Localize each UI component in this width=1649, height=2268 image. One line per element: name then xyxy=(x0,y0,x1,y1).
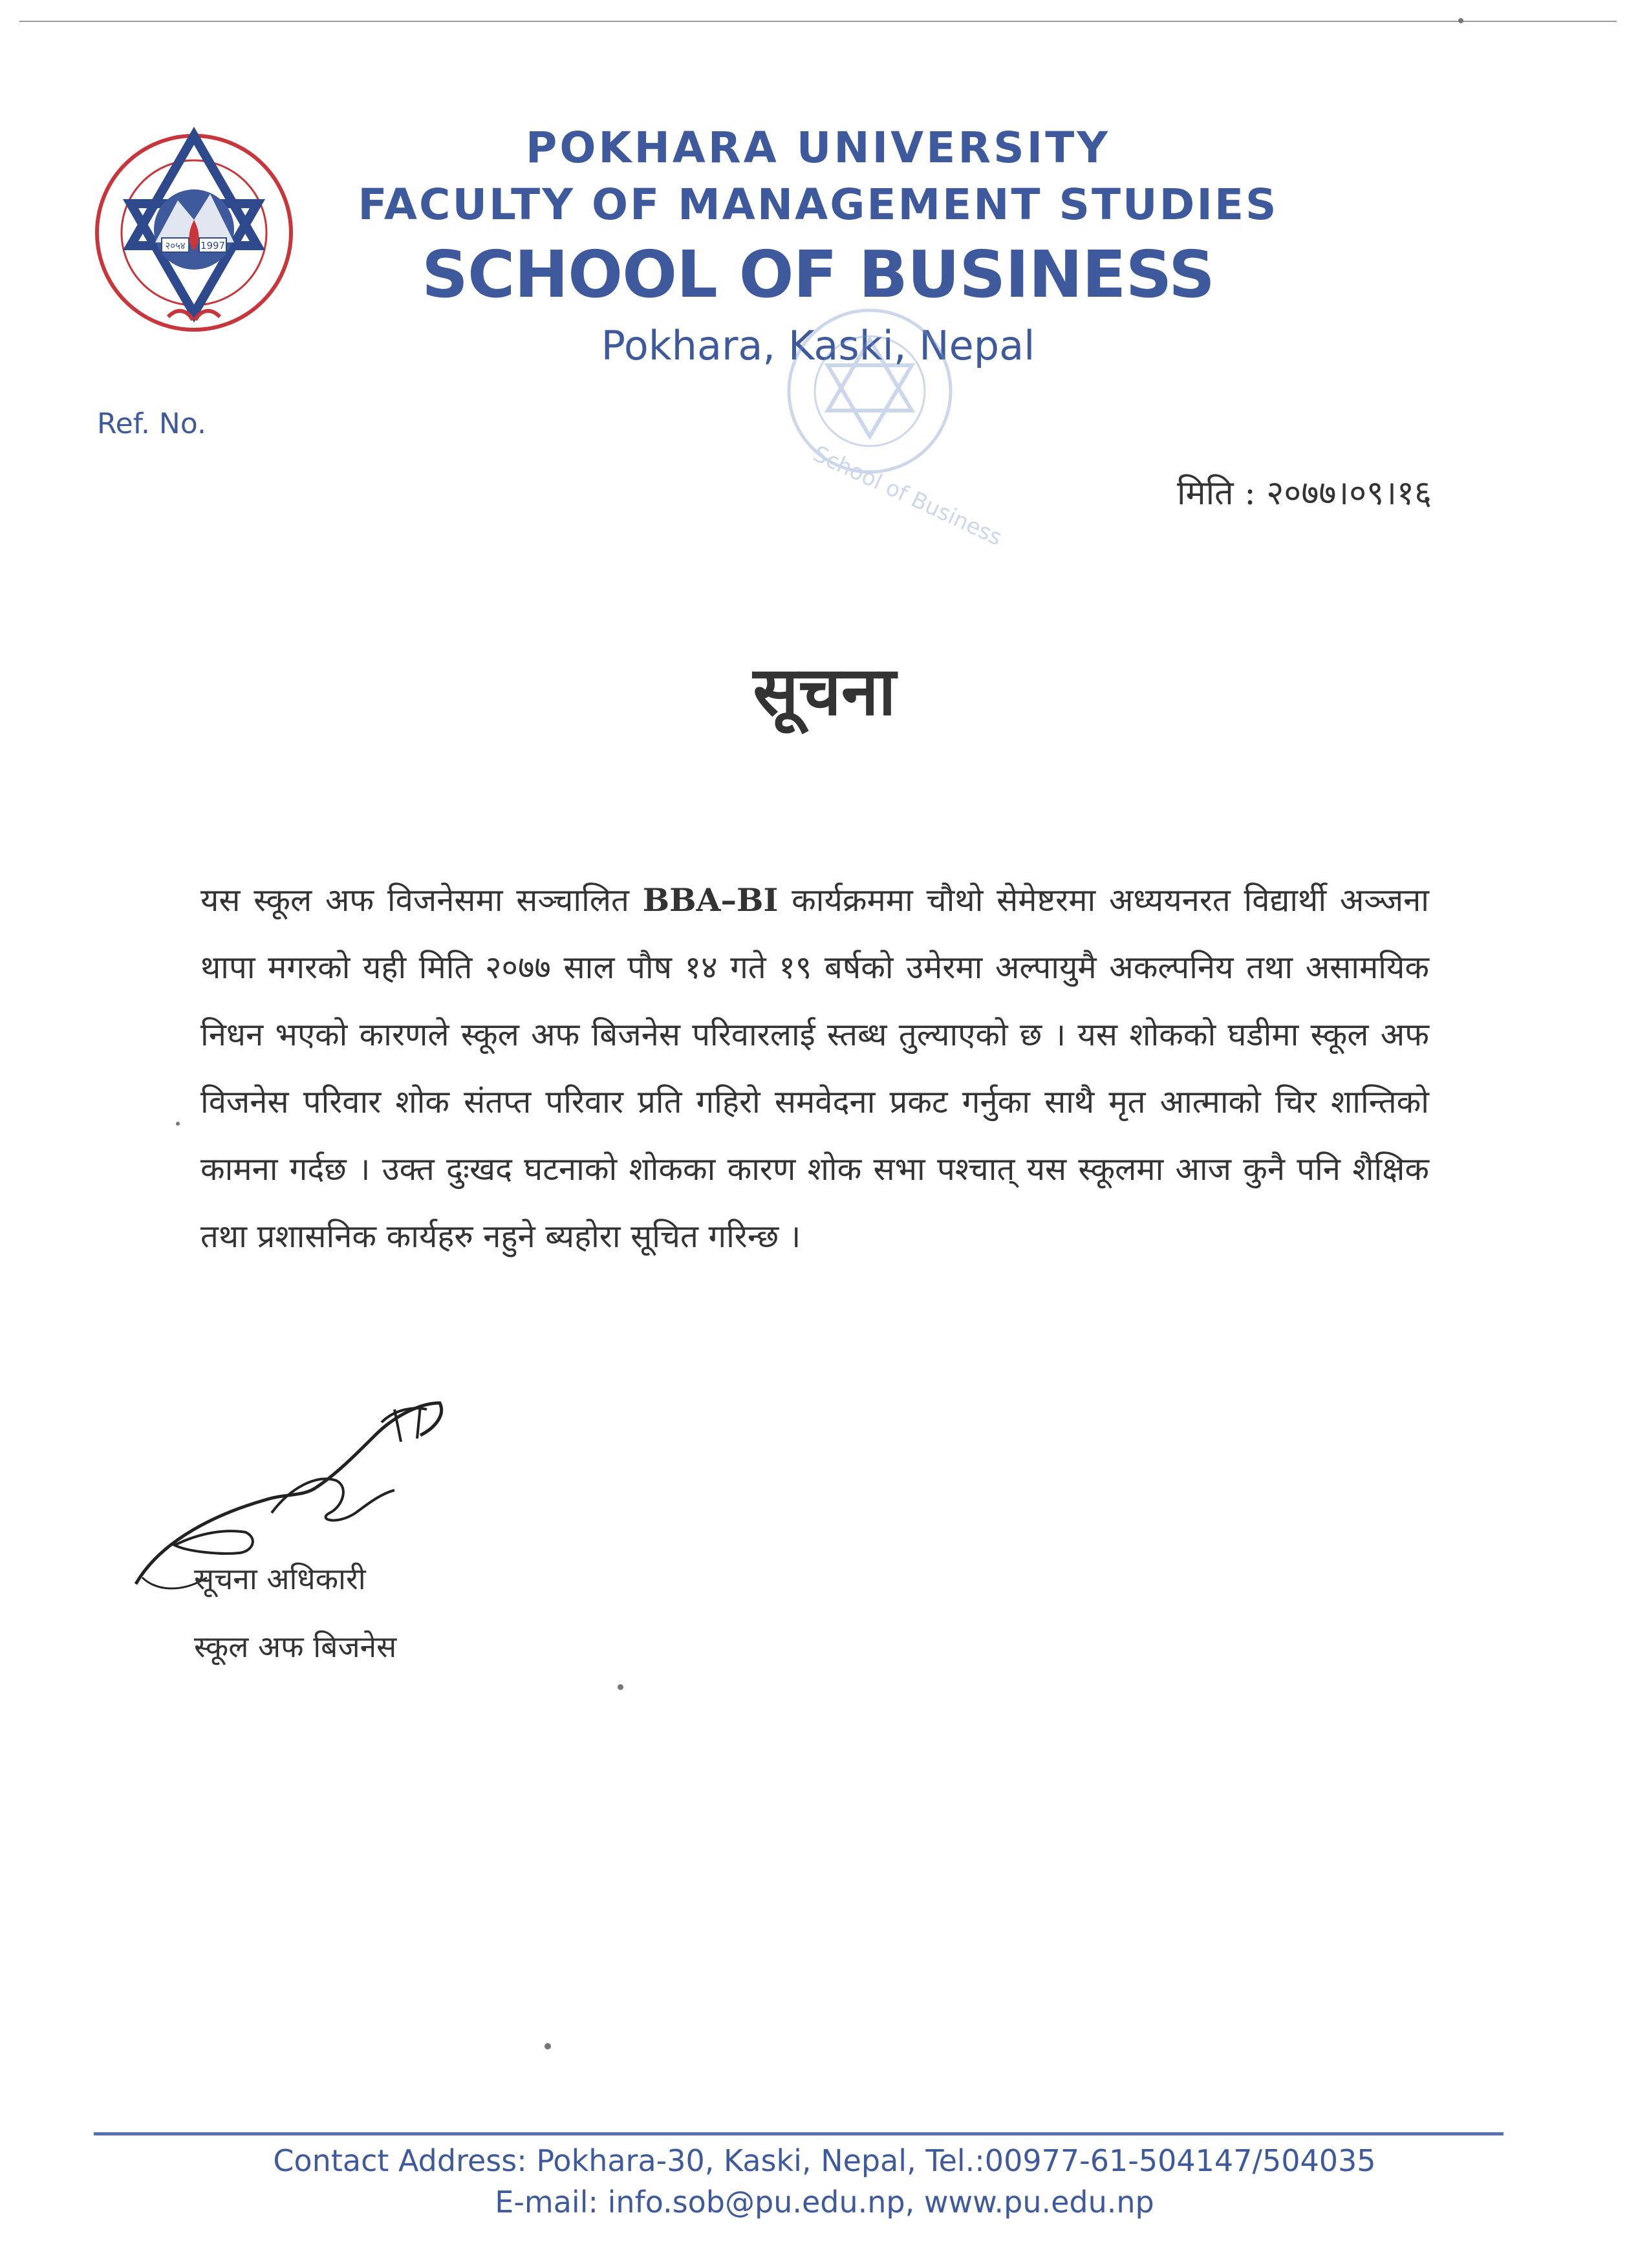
footer xyxy=(0,2140,1649,2223)
notice-body xyxy=(200,866,1429,1270)
footer-contact-address: Contact Address: Pokhara-30, Kaski, Nepal, Tel.:00977-61-504147/504035 xyxy=(273,2143,1376,2178)
footer-divider xyxy=(94,2132,1503,2135)
reference-number-label: Ref. No. xyxy=(97,407,206,440)
svg-text:1997: 1997 xyxy=(200,240,226,251)
svg-text:School of Business: School of Business xyxy=(809,440,1006,551)
notice-title: सूचना xyxy=(753,651,896,731)
university-name: POKHARA UNIVERSITY xyxy=(525,123,1111,173)
pokhara-university-emblem-icon xyxy=(91,123,297,346)
scan-speck xyxy=(618,1684,623,1690)
scan-speck xyxy=(1458,18,1463,23)
footer-email-website: E-mail: info.sob@pu.edu.np, www.pu.edu.np xyxy=(495,2185,1154,2220)
notice-date: मिति : २०७७।०९।१६ xyxy=(1177,474,1432,513)
notice-body-part2: कार्यक्रममा चौथो सेमेष्टरमा अध्ययनरत विद्यार्थी अञ्जना थापा मगरको यही मिति २०७७ साल पौष १४ गते १९ बर्षको उमेरमा अल्पायुमै अकल्पनिय तथा असामयिक निधन भएको कारणले स्कूल अफ बिजनेस परिवारलाई स्तब्ध तुल्याएको छ । यस शोकको घडीमा स्कूल अफ विजनेस परिवार शोक संतप्त परिवार प्रति गहिरो समवेदना प्रकट गर्नुका साथै मृत आत्माको चिर शान्तिको कामना गर्दछ । उक्त दुःखद घटनाको शोकका कारण शोक सभा पश्चात् यस स्कूलमा आज कुनै पनि शैक्षिक तथा प्रशासनिक कार्यहरु नहुने ब्यहोरा सूचित गरिन्छ । xyxy=(200,882,1429,1255)
school-address: Pokhara, Kaski, Nepal xyxy=(601,322,1035,369)
program-name: BBA–BI xyxy=(642,881,779,919)
scan-speck xyxy=(176,1122,180,1126)
signatory-name: सूचना अधिकारी xyxy=(194,1561,366,1596)
top-border-line xyxy=(19,21,1617,22)
notice-body-part1: यस स्कूल अफ विजनेसमा सञ्चालित xyxy=(200,882,643,919)
school-name: SCHOOL OF BUSINESS xyxy=(422,237,1214,312)
faculty-name: FACULTY OF MANAGEMENT STUDIES xyxy=(358,180,1278,230)
svg-text:२०५४: २०५४ xyxy=(165,240,186,251)
scan-speck xyxy=(544,2043,551,2049)
signatory-organization: स्कूल अफ बिजनेस xyxy=(194,1629,397,1664)
